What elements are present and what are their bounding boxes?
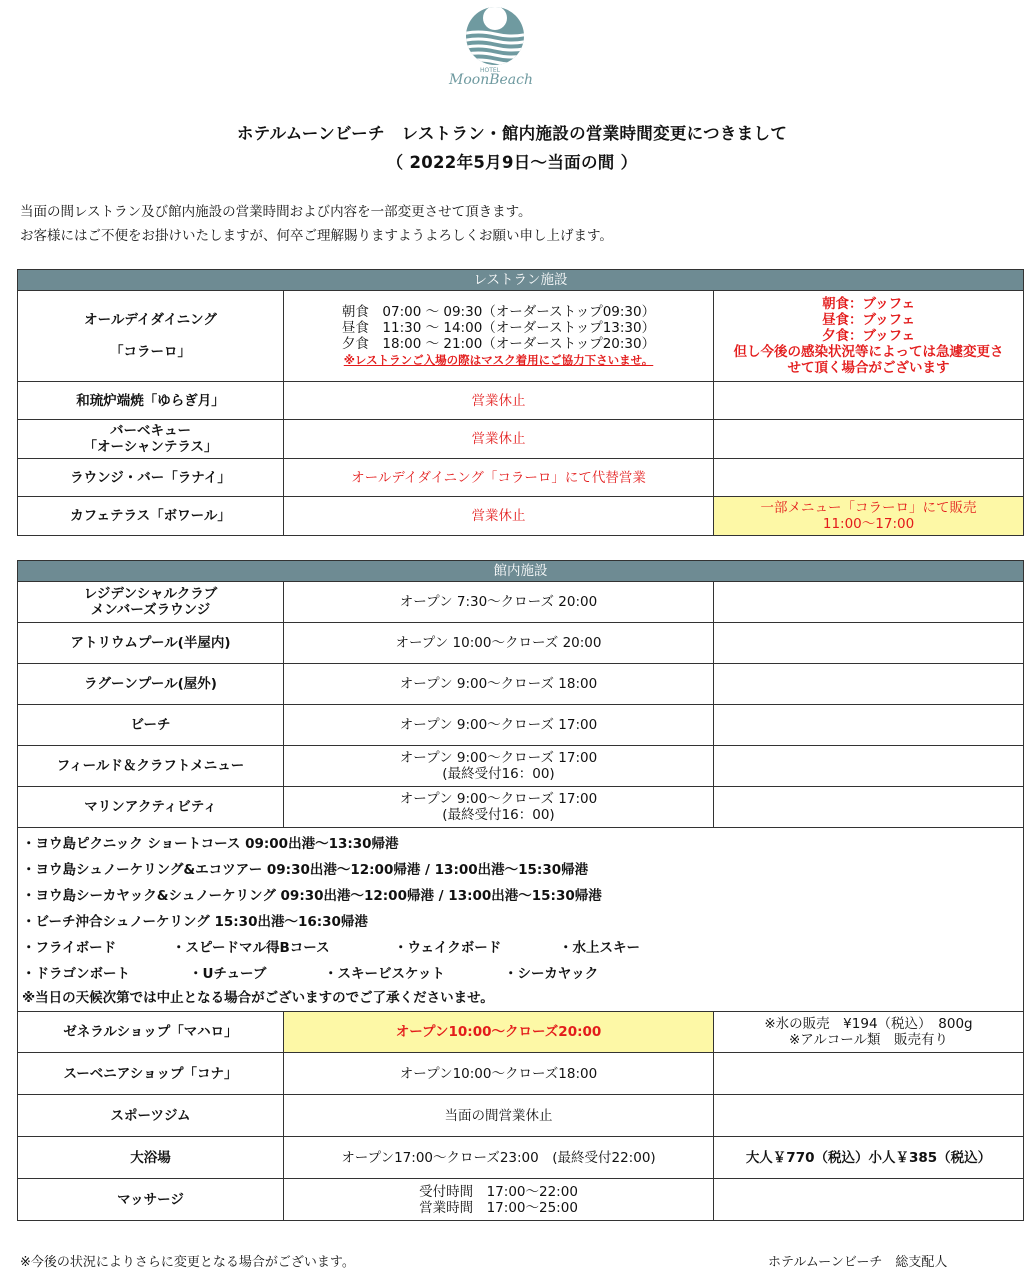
mask-notice: ※レストランご入場の際はマスク着用にご協力下さいませ。 — [343, 353, 654, 367]
note-line: せて頂く場合がございます — [787, 360, 950, 376]
restaurant-note — [714, 291, 1024, 382]
facility-name: アトリウムプール(半屋内) — [18, 623, 284, 664]
hours-sub: (最終受付16：00) — [442, 807, 555, 823]
facility-name: ゼネラルショップ「マハロ」 — [18, 1012, 284, 1053]
facility-note — [714, 1053, 1024, 1095]
list-item: ・シーカヤック — [504, 965, 599, 982]
hours-sub: (最終受付16：00) — [442, 766, 555, 782]
facility-note — [714, 1095, 1024, 1137]
facility-hours: オープン 10:00～クローズ 20:00 — [284, 623, 714, 664]
facility-hours — [284, 1179, 714, 1221]
facility-note — [714, 664, 1024, 705]
restaurant-note — [714, 459, 1024, 497]
footer-note: ※今後の状況によりさらに変更となる場合がございます。 — [20, 1255, 355, 1270]
hotel-logo — [440, 4, 550, 90]
list-item: ・スキービスケット — [324, 965, 445, 982]
facility-note — [714, 1012, 1024, 1053]
restaurant-table — [17, 269, 1024, 536]
facility-hours: オープン17:00～クローズ23:00 (最終受付22:00) — [284, 1137, 714, 1179]
name-line: オールデイダイニング — [84, 312, 217, 328]
table-row — [18, 1137, 1024, 1179]
table-row — [18, 291, 1024, 382]
page-title: ホテルムーンビーチ レストラン・館内施設の営業時間変更につきまして — [236, 124, 788, 143]
facility-note — [714, 623, 1024, 664]
facility-note — [714, 1179, 1024, 1221]
restaurant-name: 和琉炉端焼「ゆらぎ月」 — [18, 382, 284, 420]
logo-hotel-text: HOTEL — [480, 67, 501, 74]
facility-note — [714, 582, 1024, 623]
facility-hours: オープン 9:00～クローズ 18:00 — [284, 664, 714, 705]
table-row — [18, 459, 1024, 497]
restaurant-name: ラウンジ・バー「ラナイ」 — [18, 459, 284, 497]
list-item: ・ヨウ島ピクニック ショートコース 09:00出港～13:30帰港 — [22, 835, 399, 852]
table-row — [18, 623, 1024, 664]
facility-name: スーベニアショップ「コナ」 — [18, 1053, 284, 1095]
facility-hours: オープン 7:30～クローズ 20:00 — [284, 582, 714, 623]
facility-name: ラグーンプール(屋外) — [18, 664, 284, 705]
table-row — [18, 420, 1024, 459]
restaurant-name — [18, 420, 284, 459]
facility-note — [714, 746, 1024, 787]
note-line: 朝食：ブッフェ — [822, 296, 915, 312]
list-item: ・スピードマル得Bコース — [172, 939, 330, 956]
table-row — [18, 746, 1024, 787]
list-item: ・フライボード — [22, 939, 117, 956]
facility-hours — [284, 787, 714, 828]
restaurant-hours — [284, 291, 714, 382]
hours-line: オープン 9:00～クローズ 17:00 — [399, 791, 598, 807]
restaurant-status: オールデイダイニング「コラーロ」にて代替営業 — [284, 459, 714, 497]
activity-grid-row — [22, 961, 1023, 987]
list-item: ・Uチューブ — [189, 965, 267, 982]
note-line: 但し今後の感染状況等によっては急遽変更さ — [733, 344, 1004, 360]
name-line: メンバーズラウンジ — [90, 602, 211, 618]
moon-wave-logo-icon — [440, 4, 550, 90]
table-row — [18, 1179, 1024, 1221]
name-line: 「コラーロ」 — [110, 344, 191, 360]
table-row — [18, 582, 1024, 623]
hours-line: 営業時間 17:00～25:00 — [419, 1199, 578, 1216]
facility-hours — [284, 746, 714, 787]
restaurant-note — [714, 382, 1024, 420]
name-line: レジデンシャルクラブ — [83, 586, 218, 602]
hours-line: 受付時間 17:00～22:00 — [419, 1183, 578, 1200]
note-line: ※氷の販売 ¥194（税込） 800g — [764, 1016, 973, 1032]
table-row — [18, 664, 1024, 705]
restaurant-status: 営業休止 — [284, 497, 714, 536]
note-line: 夕食：ブッフェ — [822, 328, 915, 344]
note-line: ※アルコール類 販売有り — [788, 1032, 948, 1048]
hours-line: オープン 9:00～クローズ 17:00 — [399, 750, 598, 766]
activities-row — [18, 828, 1024, 1012]
name-line: 「オーシャンテラス」 — [83, 439, 218, 455]
facility-hours: 当面の間営業休止 — [284, 1095, 714, 1137]
table-row — [18, 1095, 1024, 1137]
restaurant-note — [714, 420, 1024, 459]
facility-hours: オープン 9:00～クローズ 17:00 — [284, 705, 714, 746]
facility-name: マリンアクティビティ — [18, 787, 284, 828]
facility-name: マッサージ — [18, 1179, 284, 1221]
name-line: バーベキュー — [110, 423, 191, 439]
facilities-header: 館内施設 — [18, 561, 1024, 582]
table-row — [18, 497, 1024, 536]
logo-name-text: MoonBeach — [449, 72, 533, 88]
weather-note: ※当日の天候次第では中止となる場合がございますのでご了承くださいませ。 — [22, 989, 494, 1006]
intro-line-1: 当面の間レストラン及び館内施設の営業時間および内容を一部変更させて頂きます。 — [20, 204, 532, 220]
note-line: 11:00～17:00 — [822, 516, 915, 532]
list-item: ・ヨウ島シーカヤック&シュノーケリング 09:30出港～12:00帰港 / 13:00出港～15:30帰港 — [22, 887, 602, 904]
list-item: ・ビーチ沖合シュノーケリング 15:30出港～16:30帰港 — [22, 913, 368, 930]
facility-name: スポーツジム — [18, 1095, 284, 1137]
restaurant-note — [714, 497, 1024, 536]
hours-line: 夕食 18:00 ～ 21:00（オーダーストップ20:30） — [341, 336, 656, 352]
footer-signature: ホテルムーンビーチ 総支配人 — [768, 1255, 948, 1270]
facility-name — [18, 582, 284, 623]
facility-name: 大浴場 — [18, 1137, 284, 1179]
restaurant-name — [18, 291, 284, 382]
intro-line-2: お客様にはご不便をお掛けいたしますが、何卒ご理解賜りますようよろしくお願い申し上げます。 — [20, 228, 613, 244]
table-row — [18, 1053, 1024, 1095]
restaurant-header: レストラン施設 — [18, 270, 1024, 291]
restaurant-status: 営業休止 — [284, 420, 714, 459]
list-item: ・ウェイクボード — [394, 939, 502, 956]
facility-note: 大人￥770（税込）小人￥385（税込） — [714, 1137, 1024, 1179]
list-item: ・水上スキー — [559, 939, 640, 956]
facility-note — [714, 705, 1024, 746]
facility-hours: オープン10:00～クローズ18:00 — [284, 1053, 714, 1095]
note-line: 一部メニュー「コラーロ」にて販売 — [760, 500, 977, 516]
facility-name: ビーチ — [18, 705, 284, 746]
hours-line: 朝食 07:00 ～ 09:30（オーダーストップ09:30） — [341, 304, 656, 320]
list-item: ・ヨウ島シュノーケリング&エコツアー 09:30出港～12:00帰港 / 13:00出港～15:30帰港 — [22, 861, 589, 878]
activities-list — [18, 828, 1024, 1012]
facility-hours: オープン10:00～クローズ20:00 — [284, 1012, 714, 1053]
restaurant-name: カフェテラス「ボワール」 — [18, 497, 284, 536]
activity-grid-row — [22, 935, 1023, 961]
facilities-table — [17, 560, 1024, 1221]
facility-note — [714, 787, 1024, 828]
note-line: 昼食：ブッフェ — [822, 312, 915, 328]
table-row — [18, 1012, 1024, 1053]
table-row — [18, 705, 1024, 746]
list-item: ・ドラゴンボート — [22, 965, 130, 982]
hours-line: 昼食 11:30 ～ 14:00（オーダーストップ13:30） — [341, 320, 656, 336]
restaurant-status: 営業休止 — [284, 382, 714, 420]
table-row — [18, 382, 1024, 420]
table-row — [18, 787, 1024, 828]
facility-name: フィールド＆クラフトメニュー — [18, 746, 284, 787]
page-period: （ 2022年5月9日～当面の間 ） — [386, 153, 638, 172]
